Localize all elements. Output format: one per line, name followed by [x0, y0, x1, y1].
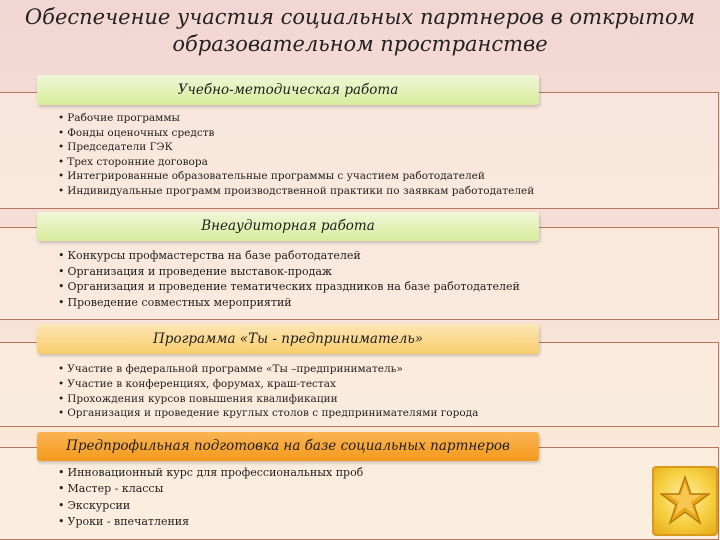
- section-entrepreneur-program: [0, 342, 719, 427]
- list-item: • Интегрированные образовательные программы с участием работодателей: [58, 169, 534, 184]
- title-line-2: образовательном пространстве: [172, 32, 548, 56]
- star-icon: [660, 474, 710, 528]
- list-item: • Прохождения курсов повышения квалификации: [58, 392, 478, 407]
- list-item: • Участие в конференциях, форумах, краш-тестах: [58, 377, 478, 392]
- star-badge: [652, 466, 718, 536]
- list-item: • Рабочие программы: [58, 111, 534, 126]
- list-item: • Организация и проведение круглых столов с предпринимателями города: [58, 406, 478, 421]
- section-2-header: Внеаудиторная работа: [37, 212, 539, 241]
- section-1-list: [58, 111, 534, 199]
- list-item: • Фонды оценочных средств: [58, 126, 534, 141]
- list-item: • Организация и проведение выставок-продаж: [58, 264, 520, 280]
- list-item: • Уроки - впечатления: [58, 514, 363, 530]
- list-item: • Инновационный курс для профессиональных проб: [58, 465, 363, 481]
- section-1-header: Учебно-методическая работа: [37, 75, 539, 105]
- section-2-list: [58, 248, 520, 310]
- list-item: • Трех сторонние договора: [58, 155, 534, 170]
- section-teaching-methodical: [0, 92, 719, 209]
- title-line-1: Обеспечение участия социальных партнеров в открытом: [24, 5, 696, 29]
- page-title: [0, 4, 720, 58]
- section-4-header: Предпрофильная подготовка на базе социальных партнеров: [37, 432, 539, 461]
- section-3-header: Программа «Ты - предприниматель»: [37, 324, 539, 354]
- section-4-list: [58, 465, 363, 531]
- list-item: • Индивидуальные программ производственной практики по заявкам работодателей: [58, 184, 534, 199]
- list-item: • Участие в федеральной программе «Ты –предприниматель»: [58, 362, 478, 377]
- section-3-list: [58, 362, 478, 421]
- list-item: • Экскурсии: [58, 498, 363, 514]
- list-item: • Организация и проведение тематических праздников на базе работодателей: [58, 279, 520, 295]
- list-item: • Конкурсы профмастерства на базе работодателей: [58, 248, 520, 264]
- list-item: • Проведение совместных мероприятий: [58, 295, 520, 311]
- list-item: • Председатели ГЭК: [58, 140, 534, 155]
- list-item: • Мастер - классы: [58, 481, 363, 497]
